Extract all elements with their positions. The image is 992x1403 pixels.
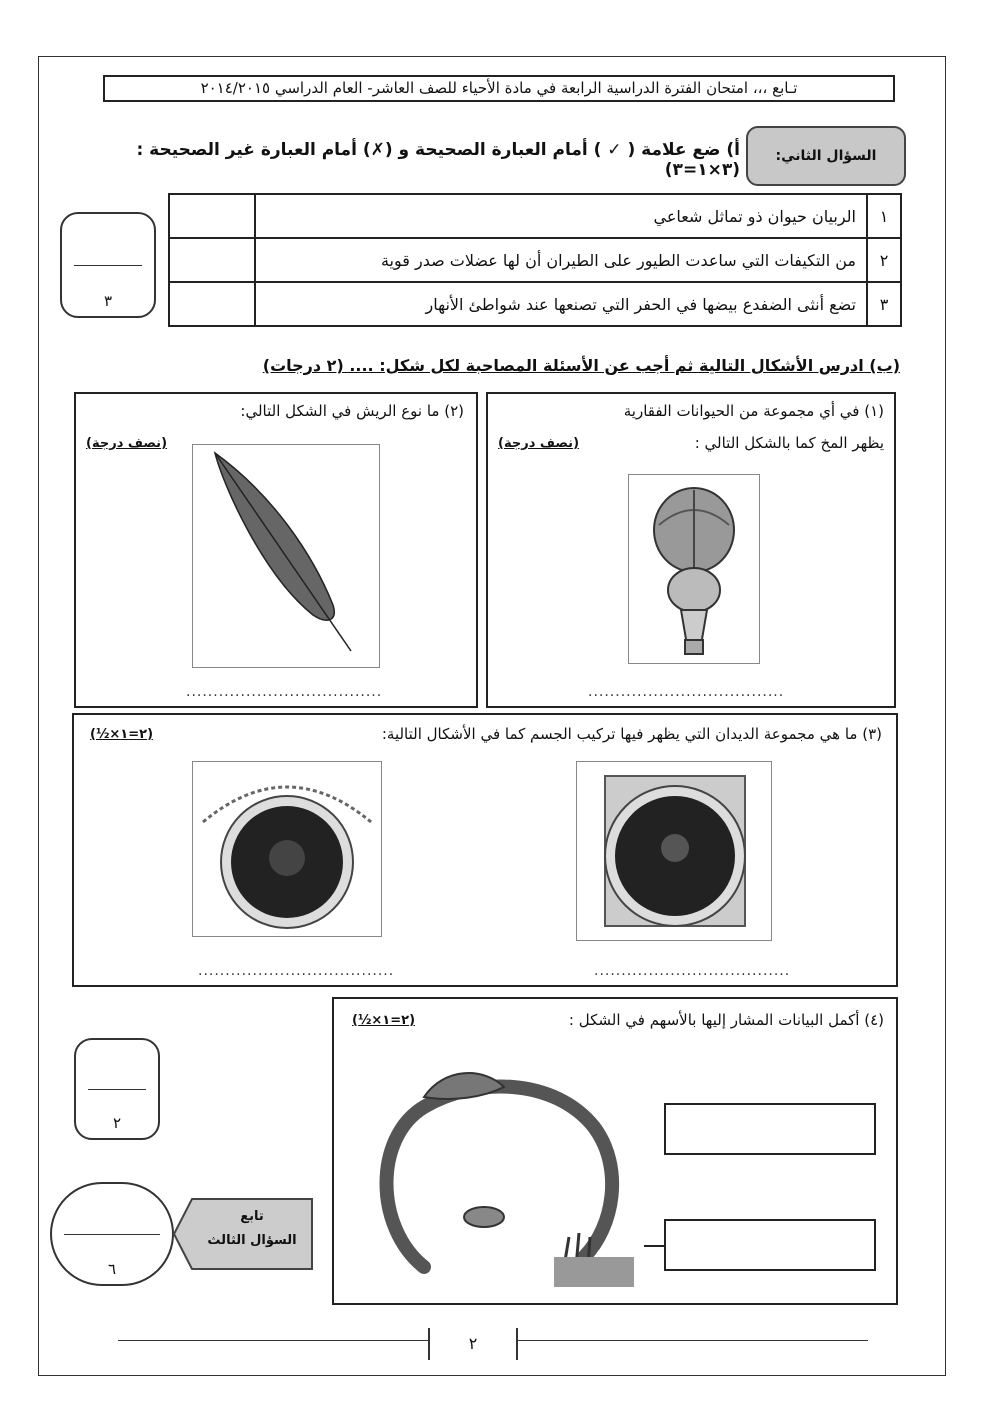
- brain-image: [628, 474, 760, 664]
- answer-line[interactable]: ....................................: [588, 684, 785, 700]
- score-value: ٣: [103, 292, 113, 310]
- score-value: ٦: [107, 1260, 117, 1278]
- score-value: ٢: [112, 1114, 122, 1132]
- next-tag-line1: تابع: [240, 1209, 264, 1224]
- section-tag: السؤال الثاني:: [746, 126, 906, 186]
- statement-text: تضع أنثى الضفدع بيضها في الحفر التي تصنعها عند شواطئ الأنهار: [255, 282, 867, 326]
- figure-box-worms: [72, 713, 898, 987]
- question-1-line1: (١) في أي مجموعة من الحيوانات الفقارية: [623, 402, 884, 420]
- answer-cell[interactable]: [169, 238, 255, 282]
- table-row: [169, 194, 901, 238]
- label-box-1[interactable]: [664, 1103, 876, 1155]
- mark-note: (½×٢=١): [352, 1013, 416, 1028]
- mark-note: (نصف درجة): [86, 436, 168, 451]
- mark-note: (½×٢=١): [90, 727, 154, 742]
- score-box-part-b: [74, 1038, 160, 1140]
- exam-header: تـابع ،،، امتحان الفترة الدراسية الرابعة في مادة الأحياء للصف العاشر- العام الدراسي ٢٠١٤/٢٠١٥: [103, 75, 895, 102]
- question-3-line1: (٣) ما هي مجموعة الديدان التي يظهر فيها تركيب الجسم كما في الأشكال التالية:: [381, 725, 882, 743]
- figure-box-lifecycle: [332, 997, 898, 1305]
- statement-number: ٣: [867, 282, 901, 326]
- score-box-part-a: [60, 212, 156, 318]
- table-row: [169, 282, 901, 326]
- label-box-2[interactable]: [664, 1219, 876, 1271]
- mark-note: (نصف درجة): [498, 436, 580, 451]
- answer-line[interactable]: ....................................: [198, 963, 395, 979]
- worm-cross-section-1: [192, 761, 382, 937]
- answer-line[interactable]: ....................................: [186, 684, 383, 700]
- statement-text: الربيان حيوان ذو تماثل شعاعي: [255, 194, 867, 238]
- score-circle-total: [50, 1182, 174, 1286]
- next-tag-line2: السؤال الثالث: [207, 1233, 297, 1248]
- figure-box-brain: [486, 392, 896, 708]
- question-2-line1: (٢) ما نوع الريش في الشكل التالي:: [240, 402, 464, 420]
- statements-table: [168, 193, 902, 327]
- part-a-title: أ) ضع علامة ( ✓ ) أمام العبارة الصحيحة و (✗) أمام العبارة غير الصحيحة : (٣×١=٣): [136, 140, 740, 180]
- worm-cross-section-2: [576, 761, 772, 941]
- pointer-arrow: [644, 1245, 664, 1247]
- question-4-line1: (٤) أكمل البيانات المشار إليها بالأسهم في الشكل :: [568, 1011, 884, 1029]
- part-b-title: (ب) ادرس الأشكال التالية ثم أجب عن الأسئلة المصاحبة لكل شكل: .... (٢ درجات): [262, 356, 900, 375]
- figure-box-feather: [74, 392, 478, 708]
- question-1-line2: يظهر المخ كما بالشكل التالي :: [694, 434, 884, 452]
- lifecycle-image: [364, 1057, 644, 1297]
- answer-line[interactable]: ....................................: [594, 963, 791, 979]
- feather-image: [192, 444, 380, 668]
- answer-cell[interactable]: [169, 282, 255, 326]
- answer-cell[interactable]: [169, 194, 255, 238]
- statement-text: من التكيفات التي ساعدت الطيور على الطيران أن لها عضلات صدر قوية: [255, 238, 867, 282]
- next-question-tag: [172, 1197, 314, 1271]
- table-row: [169, 238, 901, 282]
- statement-number: ٢: [867, 238, 901, 282]
- statement-number: ١: [867, 194, 901, 238]
- page-number: ٢: [428, 1328, 518, 1360]
